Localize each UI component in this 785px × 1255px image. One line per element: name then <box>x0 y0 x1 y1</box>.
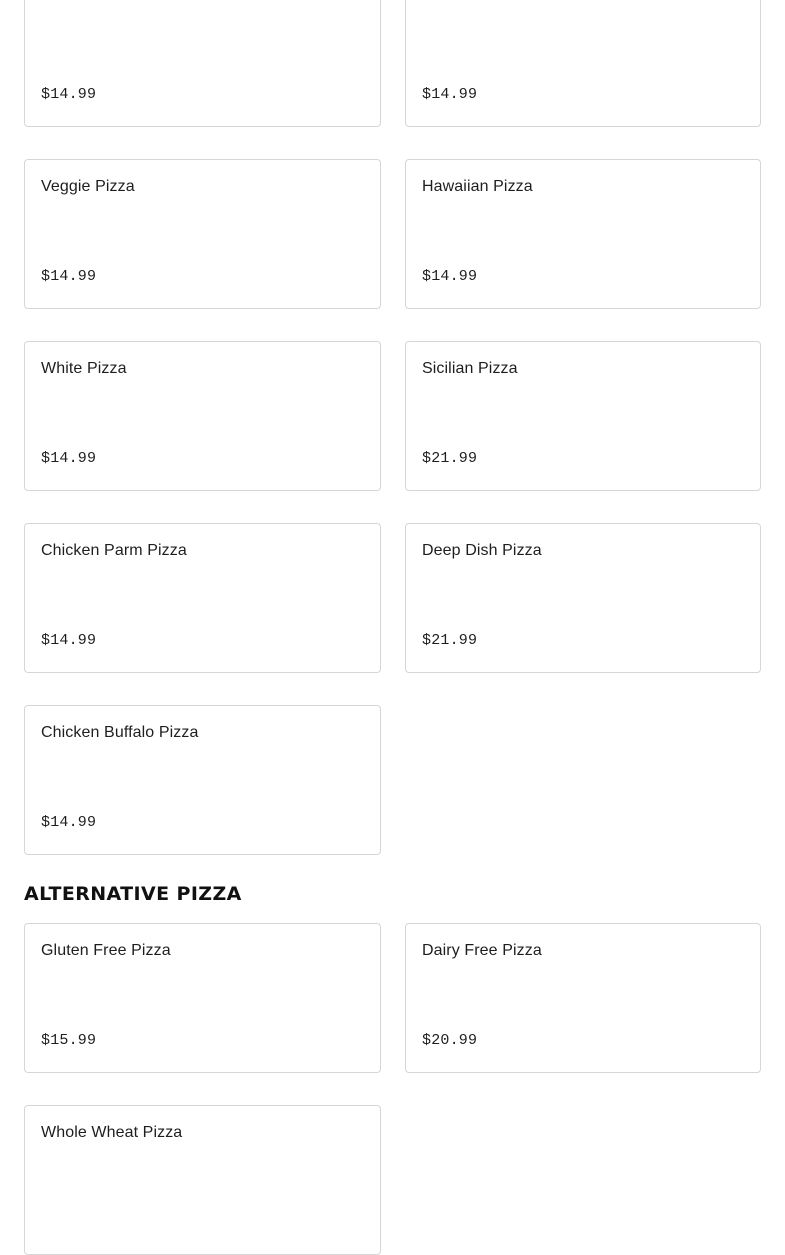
menu-item-price: $14.99 <box>422 268 478 285</box>
menu-item-price: $14.99 <box>41 268 97 285</box>
menu-item-name: Chicken Parm Pizza <box>41 542 187 559</box>
menu-item-price: $14.99 <box>41 632 97 649</box>
menu-item-name: Gluten Free Pizza <box>41 942 171 959</box>
alternative-pizza-grid <box>24 923 761 1255</box>
menu-item-name: White Pizza <box>41 360 127 377</box>
menu-item-name: Veggie Pizza <box>41 178 135 195</box>
menu-item-chicken-buffalo-pizza[interactable] <box>24 705 381 855</box>
menu-item-price: $14.99 <box>41 814 97 831</box>
menu-item-whole-wheat-pizza[interactable] <box>24 1105 381 1255</box>
menu-item-price: $14.99 <box>41 86 97 103</box>
menu-item-sicilian-pizza[interactable] <box>405 341 761 491</box>
section-title-alternative-pizza: ALTERNATIVE PIZZA <box>24 883 242 905</box>
menu-item-price: $21.99 <box>422 632 478 649</box>
menu-item-dairy-free-pizza[interactable] <box>405 923 761 1073</box>
menu-item-card[interactable] <box>24 0 381 127</box>
menu-list <box>24 0 761 1255</box>
menu-item-price: $14.99 <box>422 86 478 103</box>
menu-item-veggie-pizza[interactable] <box>24 159 381 309</box>
menu-item-price: $14.99 <box>41 450 97 467</box>
menu-item-chicken-parm-pizza[interactable] <box>24 523 381 673</box>
menu-item-price: $20.99 <box>422 1032 478 1049</box>
menu-item-hawaiian-pizza[interactable] <box>405 159 761 309</box>
menu-item-name: Sicilian Pizza <box>422 360 518 377</box>
menu-item-gluten-free-pizza[interactable] <box>24 923 381 1073</box>
menu-item-name: Hawaiian Pizza <box>422 178 533 195</box>
menu-item-price: $21.99 <box>422 450 478 467</box>
menu-item-deep-dish-pizza[interactable] <box>405 523 761 673</box>
menu-item-white-pizza[interactable] <box>24 341 381 491</box>
menu-item-name: Dairy Free Pizza <box>422 942 542 959</box>
menu-item-name: Deep Dish Pizza <box>422 542 542 559</box>
menu-item-name: Chicken Buffalo Pizza <box>41 724 199 741</box>
menu-item-price: $15.99 <box>41 1032 97 1049</box>
menu-item-card[interactable] <box>405 0 761 127</box>
pizza-grid <box>24 0 761 855</box>
menu-item-name: Whole Wheat Pizza <box>41 1124 183 1141</box>
